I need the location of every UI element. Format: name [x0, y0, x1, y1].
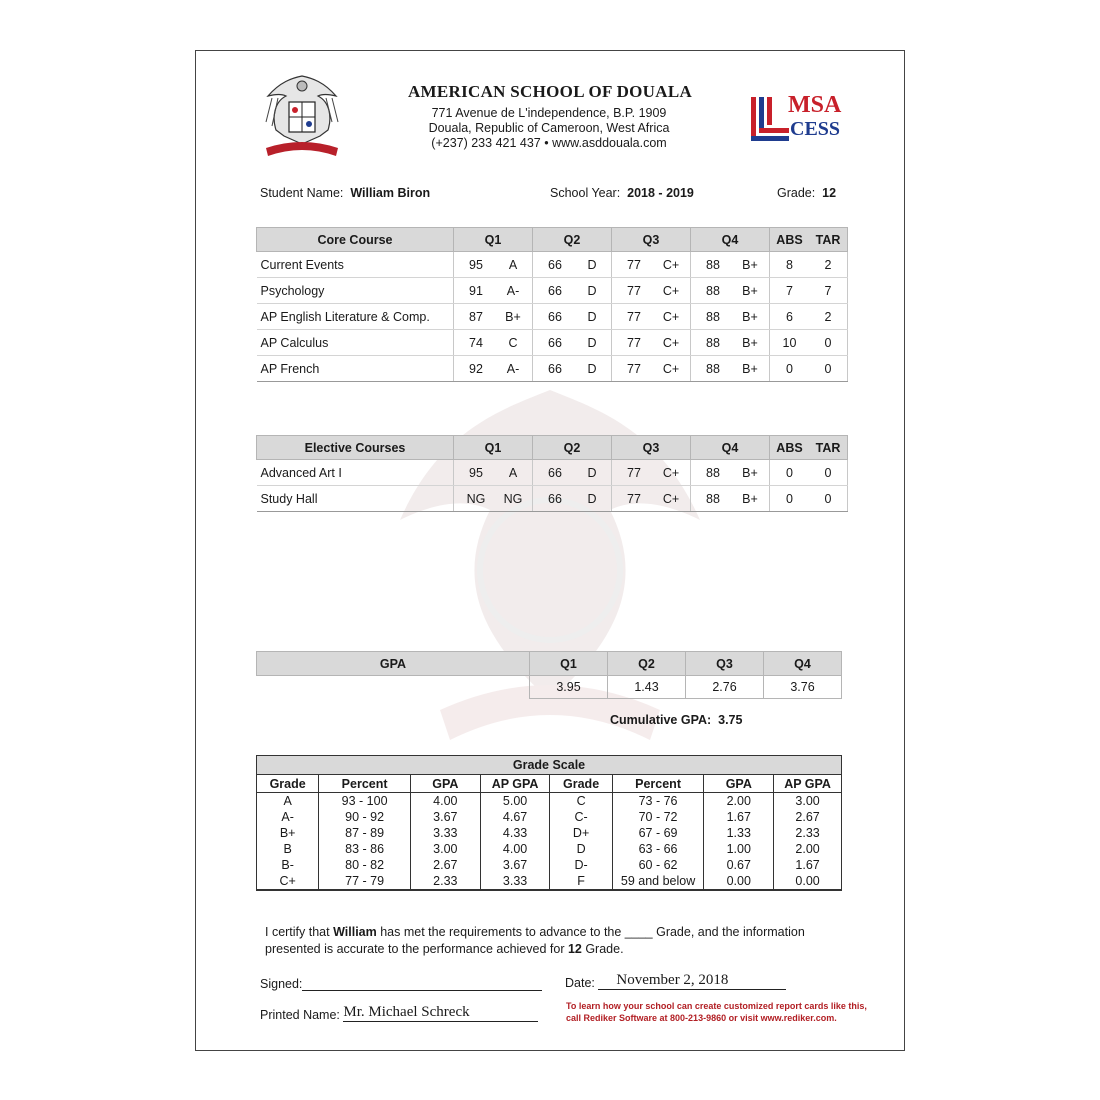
student-name-label: Student Name: [260, 186, 344, 200]
grade-scale-cell: 3.67 [480, 857, 550, 873]
letter-grade: D [587, 309, 597, 324]
tardies: 0 [809, 460, 848, 486]
grade-scale-cell: 1.67 [704, 809, 774, 825]
letter-grade: C+ [662, 257, 680, 272]
grade-scale-cell: 73 - 76 [612, 793, 704, 810]
score: 66 [548, 309, 562, 324]
quarter-4-cell [691, 486, 770, 512]
grade-scale-cell: 0.00 [704, 873, 774, 890]
score: 66 [548, 491, 562, 506]
quarter-1-cell [454, 486, 533, 512]
grade-scale-cell: C- [550, 809, 612, 825]
grade-scale-cell: A [257, 793, 319, 810]
gpa-q2-header: Q2 [608, 652, 686, 676]
grade-scale-cell: B+ [257, 825, 319, 841]
grade-scale-table [256, 755, 842, 891]
grade-scale-header: GPA [704, 775, 774, 793]
date-value: November 2, 2018 [598, 972, 786, 990]
grade-scale-cell: 5.00 [480, 793, 550, 810]
quarter-2-cell [533, 278, 612, 304]
grade-label: Grade: [777, 186, 816, 200]
cert-student-name: William [333, 925, 377, 939]
quarter-1-cell [454, 252, 533, 278]
elective-header-q3: Q3 [612, 436, 691, 460]
cert-grade: 12 [567, 942, 582, 956]
gpa-table [256, 651, 842, 699]
gpa-q3-header: Q3 [686, 652, 764, 676]
tardies: 2 [809, 304, 848, 330]
table-row [257, 304, 848, 330]
quarter-3-cell [612, 330, 691, 356]
letter-grade: B+ [742, 361, 758, 376]
cumulative-gpa [610, 713, 742, 727]
core-header-core-course: Core Course [257, 228, 454, 252]
grade-scale-title: Grade Scale [257, 756, 842, 775]
table-row [257, 460, 848, 486]
absences: 8 [770, 252, 810, 278]
letter-grade: B+ [742, 465, 758, 480]
grade-scale-cell: C+ [257, 873, 319, 890]
printed-name-value: Mr. Michael Schreck [343, 1004, 538, 1022]
grade-scale-cell: 4.00 [480, 841, 550, 857]
grade-scale-cell: B- [257, 857, 319, 873]
cert-text-3: Grade. [581, 942, 624, 956]
quarter-3-cell [612, 304, 691, 330]
course-name: Psychology [257, 278, 454, 304]
signed-field [260, 976, 542, 991]
elective-header-q1: Q1 [454, 436, 533, 460]
quarter-3-cell [612, 252, 691, 278]
grade-scale-cell: 0.67 [704, 857, 774, 873]
grade-scale-header: AP GPA [480, 775, 550, 793]
core-header-q1: Q1 [454, 228, 533, 252]
absences: 0 [770, 486, 810, 512]
course-name: Study Hall [257, 486, 454, 512]
score: 77 [627, 335, 641, 350]
score: 77 [627, 283, 641, 298]
promo-line-2: call Rediker Software at 800-213-9860 or visit www.rediker.com. [566, 1012, 837, 1023]
grade-scale-cell: 2.00 [704, 793, 774, 810]
gpa-q1-header: Q1 [530, 652, 608, 676]
letter-grade: NG [503, 491, 523, 506]
certification-text [265, 924, 835, 958]
tardies: 2 [809, 252, 848, 278]
table-row [257, 330, 848, 356]
core-course-table [256, 227, 848, 382]
tardies: 0 [809, 330, 848, 356]
letter-grade: D [587, 335, 597, 350]
elective-header-q2: Q2 [533, 436, 612, 460]
quarter-3-cell [612, 460, 691, 486]
score: 88 [706, 335, 720, 350]
table-row [257, 252, 848, 278]
grade-scale-row [257, 809, 842, 825]
score: 95 [469, 465, 483, 480]
letter-grade: D [587, 361, 597, 376]
score: 66 [548, 257, 562, 272]
gpa-q4-value: 3.76 [764, 676, 842, 699]
elective-header-tar: TAR [809, 436, 848, 460]
course-name: Advanced Art I [257, 460, 454, 486]
grade-scale-cell: 2.67 [410, 857, 480, 873]
letter-grade: B+ [742, 309, 758, 324]
grade-scale-cell: 1.33 [704, 825, 774, 841]
letter-grade: A- [506, 283, 520, 298]
quarter-2-cell [533, 304, 612, 330]
course-name: AP Calculus [257, 330, 454, 356]
grade-scale-row [257, 873, 842, 890]
quarter-3-cell [612, 356, 691, 382]
absences: 0 [770, 356, 810, 382]
grade-scale-header: Grade [257, 775, 319, 793]
course-name: Current Events [257, 252, 454, 278]
table-row [257, 278, 848, 304]
score: 77 [627, 491, 641, 506]
grade-scale-cell: 2.67 [774, 809, 842, 825]
core-header-q3: Q3 [612, 228, 691, 252]
grade-scale-cell: C [550, 793, 612, 810]
core-header-row [257, 228, 848, 252]
quarter-4-cell [691, 330, 770, 356]
school-name: AMERICAN SCHOOL OF DOUALA [407, 82, 693, 101]
grade-scale-header: Percent [612, 775, 704, 793]
school-address-line2: Douala, Republic of Cameroon, West Africa [428, 121, 670, 135]
grade-scale-cell: 1.67 [774, 857, 842, 873]
quarter-1-cell [454, 304, 533, 330]
score: 66 [548, 283, 562, 298]
table-row [257, 356, 848, 382]
grade-scale-cell: 77 - 79 [319, 873, 411, 890]
grade-scale-row [257, 857, 842, 873]
score: 91 [469, 283, 483, 298]
score: 88 [706, 309, 720, 324]
tardies: 0 [809, 356, 848, 382]
grade-scale-cell: D+ [550, 825, 612, 841]
grade-scale-header: AP GPA [774, 775, 842, 793]
grade-scale-cell: 3.67 [410, 809, 480, 825]
quarter-2-cell [533, 330, 612, 356]
grade-scale-cell: 2.33 [774, 825, 842, 841]
elective-course-table [256, 435, 848, 512]
tardies: 0 [809, 486, 848, 512]
letter-grade: B+ [742, 335, 758, 350]
quarter-2-cell [533, 252, 612, 278]
score: 66 [548, 361, 562, 376]
score: 66 [548, 465, 562, 480]
date-label: Date: [565, 976, 595, 990]
grade-scale-cell: B [257, 841, 319, 857]
quarter-1-cell [454, 330, 533, 356]
course-name: AP French [257, 356, 454, 382]
grade-scale-cell: 1.00 [704, 841, 774, 857]
cumulative-gpa-label: Cumulative GPA: [610, 713, 712, 727]
quarter-3-cell [612, 486, 691, 512]
cess-text: CESS [790, 118, 841, 140]
score: 95 [469, 257, 483, 272]
letter-grade: C+ [662, 283, 680, 298]
quarter-4-cell [691, 356, 770, 382]
student-name-field [260, 186, 430, 200]
score: 92 [469, 361, 483, 376]
grade-scale-cell: 4.00 [410, 793, 480, 810]
grade-scale-cell: 63 - 66 [612, 841, 704, 857]
quarter-4-cell [691, 252, 770, 278]
tardies: 7 [809, 278, 848, 304]
score: 88 [706, 283, 720, 298]
score: 77 [627, 309, 641, 324]
quarter-3-cell [612, 278, 691, 304]
grade-scale-cell: D [550, 841, 612, 857]
score: 77 [627, 465, 641, 480]
msa-cess-logo [748, 92, 843, 145]
quarter-2-cell [533, 486, 612, 512]
gpa-q2-value: 1.43 [608, 676, 686, 699]
printed-name-field [260, 1004, 538, 1022]
score: 88 [706, 257, 720, 272]
grade-scale-row [257, 793, 842, 810]
grade-scale-cell: D- [550, 857, 612, 873]
score: 88 [706, 465, 720, 480]
school-address-line1: 771 Avenue de L'independence, B.P. 1909 [431, 106, 667, 120]
elective-header-row [257, 436, 848, 460]
quarter-1-cell [454, 356, 533, 382]
grade-scale-header: Percent [319, 775, 411, 793]
quarter-4-cell [691, 460, 770, 486]
absences: 6 [770, 304, 810, 330]
grade-scale-cell: 2.33 [410, 873, 480, 890]
score: 74 [469, 335, 483, 350]
grade-scale-cell: 3.00 [774, 793, 842, 810]
letter-grade: D [587, 491, 597, 506]
grade-scale-cell: 60 - 62 [612, 857, 704, 873]
score: 88 [706, 491, 720, 506]
grade-scale-cell: 4.33 [480, 825, 550, 841]
letter-grade: B+ [505, 309, 521, 324]
score: NG [466, 491, 486, 506]
grade-scale-cell: 87 - 89 [319, 825, 411, 841]
grade-scale-cell: 4.67 [480, 809, 550, 825]
grade-scale-row [257, 825, 842, 841]
grade-scale-cell: 3.33 [410, 825, 480, 841]
grade-scale-cell: 93 - 100 [319, 793, 411, 810]
score: 87 [469, 309, 483, 324]
printed-name-label: Printed Name: [260, 1008, 340, 1022]
date-field [565, 972, 786, 990]
cert-text-1: I certify that [265, 925, 334, 939]
gpa-q4-header: Q4 [764, 652, 842, 676]
grade-scale-row [257, 841, 842, 857]
msa-text: MSA [788, 92, 842, 118]
gpa-header: GPA [257, 652, 530, 676]
rediker-promo [566, 1001, 867, 1024]
grade-scale-cell: A- [257, 809, 319, 825]
cumulative-gpa-value: 3.75 [718, 713, 743, 727]
grade-scale-header: GPA [410, 775, 480, 793]
letter-grade: D [587, 283, 597, 298]
score: 77 [627, 361, 641, 376]
quarter-1-cell [454, 278, 533, 304]
core-header-q2: Q2 [533, 228, 612, 252]
gpa-q1-value: 3.95 [530, 676, 608, 699]
letter-grade: D [587, 465, 597, 480]
core-header-abs: ABS [770, 228, 810, 252]
score: 77 [627, 257, 641, 272]
grade-field [777, 186, 836, 200]
letter-grade: C [508, 335, 518, 350]
letter-grade: A [508, 465, 518, 480]
grade-scale-cell: 83 - 86 [319, 841, 411, 857]
grade-scale-cell: F [550, 873, 612, 890]
letter-grade: B+ [742, 257, 758, 272]
grade-scale-cell: 3.33 [480, 873, 550, 890]
core-header-q4: Q4 [691, 228, 770, 252]
grade-scale-header-row [257, 775, 842, 793]
letter-grade: C+ [662, 491, 680, 506]
signature-line [302, 976, 542, 991]
grade-scale-cell: 90 - 92 [319, 809, 411, 825]
school-year-label: School Year: [550, 186, 621, 200]
promo-line-1: To learn how your school can create customized report cards like this, [566, 1001, 867, 1011]
grade-scale-cell: 0.00 [774, 873, 842, 890]
gpa-q3-value: 2.76 [686, 676, 764, 699]
grade-scale-cell: 80 - 82 [319, 857, 411, 873]
letter-grade: D [587, 257, 597, 272]
grade-scale-cell: 67 - 69 [612, 825, 704, 841]
grade-scale-cell: 3.00 [410, 841, 480, 857]
absences: 10 [770, 330, 810, 356]
gpa-blank-cell [257, 676, 530, 699]
elective-header-q4: Q4 [691, 436, 770, 460]
grade-scale-cell: 59 and below [612, 873, 704, 890]
signed-label: Signed: [260, 977, 303, 991]
grade-value: 12 [822, 186, 837, 200]
letter-grade: C+ [662, 361, 680, 376]
score: 66 [548, 335, 562, 350]
core-header-tar: TAR [809, 228, 848, 252]
elective-header-elective-courses: Elective Courses [257, 436, 454, 460]
school-year-value: 2018 - 2019 [627, 186, 694, 200]
school-contact: (+237) 233 421 437 • www.asddouala.com [431, 136, 667, 150]
absences: 7 [770, 278, 810, 304]
score: 88 [706, 361, 720, 376]
quarter-4-cell [691, 304, 770, 330]
grade-scale-header: Grade [550, 775, 612, 793]
quarter-2-cell [533, 460, 612, 486]
quarter-1-cell [454, 460, 533, 486]
cert-text-2: has met the requirements to advance to the ____ Grade, and the information presented is accurate to the performance achieved for [265, 925, 805, 956]
letter-grade: C+ [662, 309, 680, 324]
grade-scale-cell: 70 - 72 [612, 809, 704, 825]
letter-grade: B+ [742, 283, 758, 298]
absences: 0 [770, 460, 810, 486]
quarter-2-cell [533, 356, 612, 382]
course-name: AP English Literature & Comp. [257, 304, 454, 330]
letter-grade: C+ [662, 335, 680, 350]
letter-grade: B+ [742, 491, 758, 506]
school-year-field [550, 186, 694, 200]
letter-grade: A [508, 257, 518, 272]
student-name-value: William Biron [350, 186, 431, 200]
elective-header-abs: ABS [770, 436, 810, 460]
quarter-4-cell [691, 278, 770, 304]
letter-grade: C+ [662, 465, 680, 480]
table-row [257, 486, 848, 512]
grade-scale-cell: 2.00 [774, 841, 842, 857]
letter-grade: A- [506, 361, 520, 376]
